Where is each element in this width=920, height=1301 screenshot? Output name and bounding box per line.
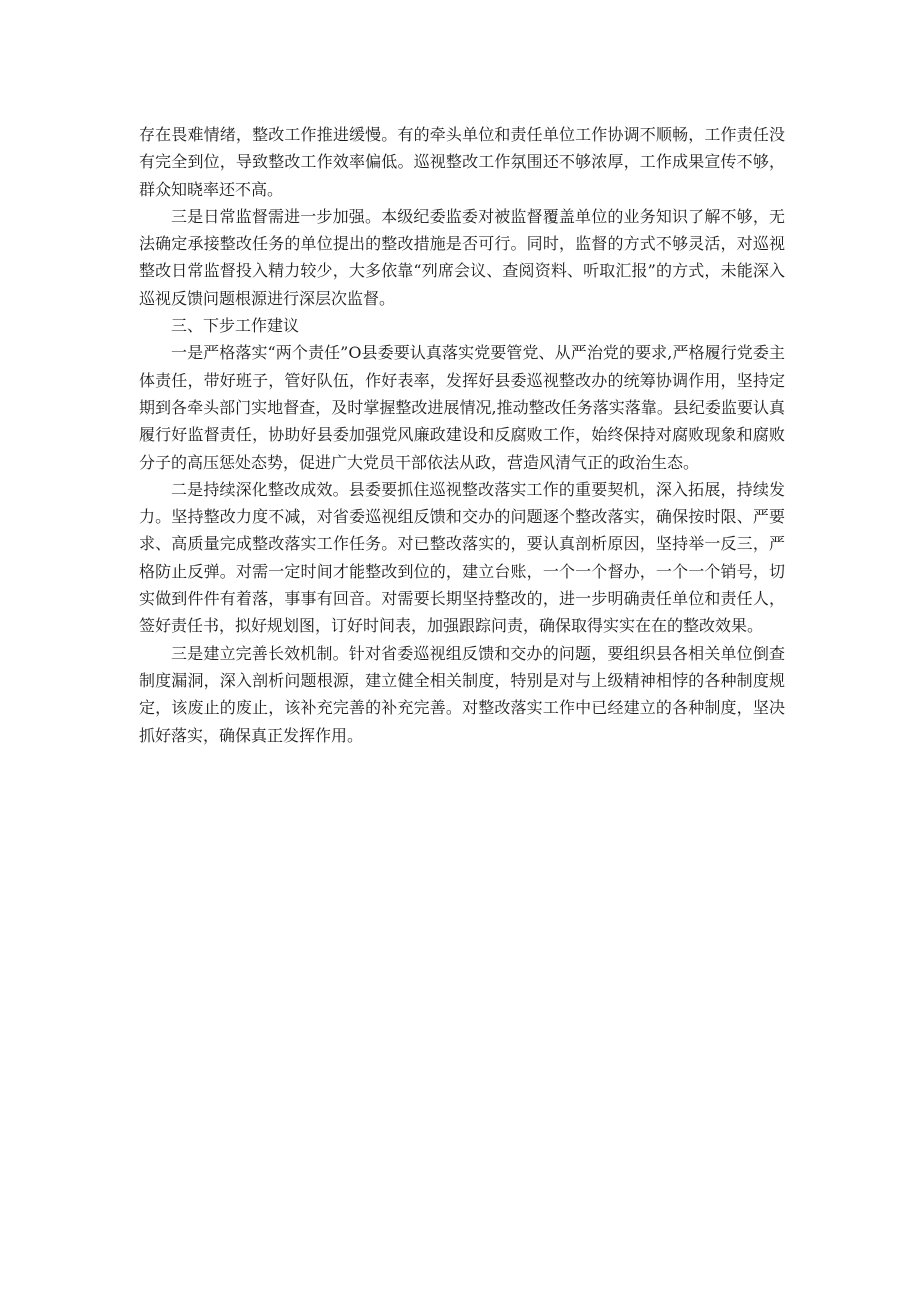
document-body: [139, 121, 785, 749]
paragraph-deepen-rectification: 二是持续深化整改成效。县委要抓住巡视整改落实工作的重要契机，深入拓展，持续发力。坚持整改力度不减，对省委巡视组反馈和交办的问题逐个整改落实，确保按时限、严要求、高质量完成整改落实工作任务。对已整改落实的，要认真剖析原因，坚持举一反三，严格防止反弹。对需一定时间才能整改到位的，建立台账，一个一个督办，一个一个销号，切实做到件件有着落，事事有回音。对需要长期坚持整改的，进一步明确责任单位和责任人，签好责任书，拟好规划图，订好时间表，加强跟踪问责，确保取得实实在在的整改效果。: [139, 479, 785, 636]
section-heading-next-steps: 三、下步工作建议: [171, 316, 300, 336]
paragraph-continuation: 存在畏难情绪，整改工作推进缓慢。有的牵头单位和责任单位工作协调不顺畅，工作责任没有完全到位，导致整改工作效率偏低。巡视整改工作氛围还不够浓厚，工作成果宣传不够，群众知晓率还不高。: [139, 125, 785, 199]
paragraph-two-responsibilities: 一是严格落实“两个责任”O县委要认真落实党要管党、从严治党的要求,严格履行党委主体责任，带好班子，管好队伍，作好表率，发挥好县委巡视整改办的统筹协调作用，坚持定期到各牵头部门实地督查，及时掌握整改进展情况,推动整改任务落实落靠。县纪委监要认真履行好监督责任，协助好县委加强党风廉政建设和反腐败工作，始终保持对腐败现象和腐败分子的高压惩处态势，促进广大党员干部依法从政，营造风清气正的政治生态。: [139, 343, 785, 472]
paragraph-long-term-mechanism: 三是建立完善长效机制。针对省委巡视组反馈和交办的问题，要组织县各相关单位倒查制度漏洞，深入剖析问题根源，建立健全相关制度，特别是对与上级精神相悖的各种制度规定，该废止的废止，该补充完善的补充完善。对整改落实工作中已经建立的各种制度，坚决抓好落实，确保真正发挥作用。: [139, 643, 785, 745]
paragraph-daily-supervision: 三是日常监督需进一步加强。本级纪委监委对被监督覆盖单位的业务知识了解不够，无法确定承接整改任务的单位提出的整改措施是否可行。同时，监督的方式不够灵活，对巡视整改日常监督投入精力较少，大多依靠“列席会议、查阅资料、听取汇报”的方式，未能深入巡视反馈问题根源进行深层次监督。: [139, 206, 785, 308]
